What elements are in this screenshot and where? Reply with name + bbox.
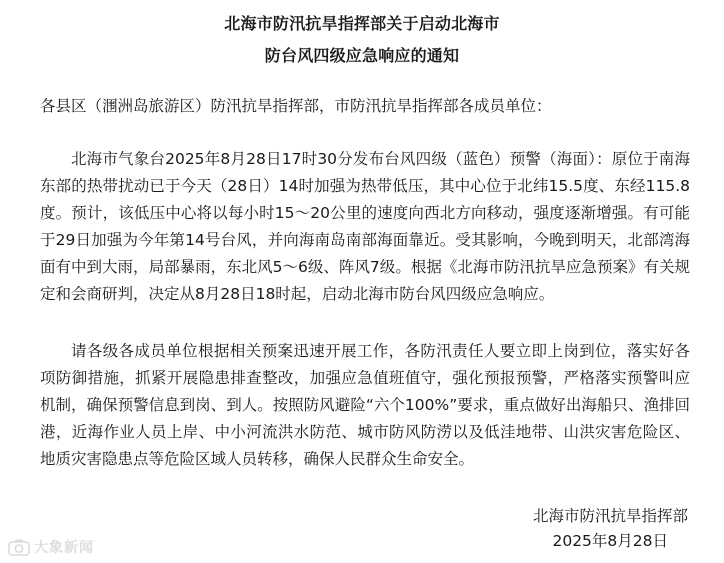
salutation: 各县区（涠洲岛旅游区）防汛抗旱指挥部，市防汛抗旱指挥部各成员单位：: [40, 97, 552, 115]
signer-date: 2025年8月28日: [552, 532, 668, 550]
watermark-text: 大象新闻: [34, 540, 94, 556]
camera-logo-icon: [8, 538, 30, 556]
document-title-line2: 防台风四级应急响应的通知: [264, 46, 460, 65]
paragraph-2: 请各级各成员单位根据相关预案迅速开展工作，各防汛责任人要立即上岗到位，落实好各项防御措施，抓紧开展隐患排查整改，加强应急值班值守，强化预报预警，严格落实预警叫应机制，确保预警信息到岗、到人。按照防风避险“六个100%”要求，重点做好出海船只、渔排回港，近海作业人员上岸、中小河流洪水防范、城市防风防涝以及低洼地带、山洪灾害危险区、地质灾害隐患点等危险区域人员转移，确保人民群众生命安全。: [40, 342, 690, 468]
signer-organization: 北海市防汛抗旱指挥部: [532, 507, 688, 525]
paragraph-1: 北海市气象台2025年8月28日17时30分发布台风四级（蓝色）预警（海面）：原位于南海东部的热带扰动已于今天（28日）14时加强为热带低压，其中心位于北纬15.5度、东经115.8度。预计，该低压中心将以每小时15～20公里的速度向西北方向移动，强度逐渐增强。有可能于29日加强为今年第14号台风，并向海南岛南部海面靠近。受其影响，今晚到明天，北部湾海面有中到大雨，局部暴雨，东北风5～6级、阵风7级。根据《北海市防汛抗旱应急预案》有关规定和会商研判，决定从8月28日18时起，启动北海市防台风四级应急响应。: [40, 150, 690, 303]
watermark: [8, 537, 94, 557]
document-title-line1: 北海市防汛抗旱指挥部关于启动北海市: [224, 14, 500, 33]
